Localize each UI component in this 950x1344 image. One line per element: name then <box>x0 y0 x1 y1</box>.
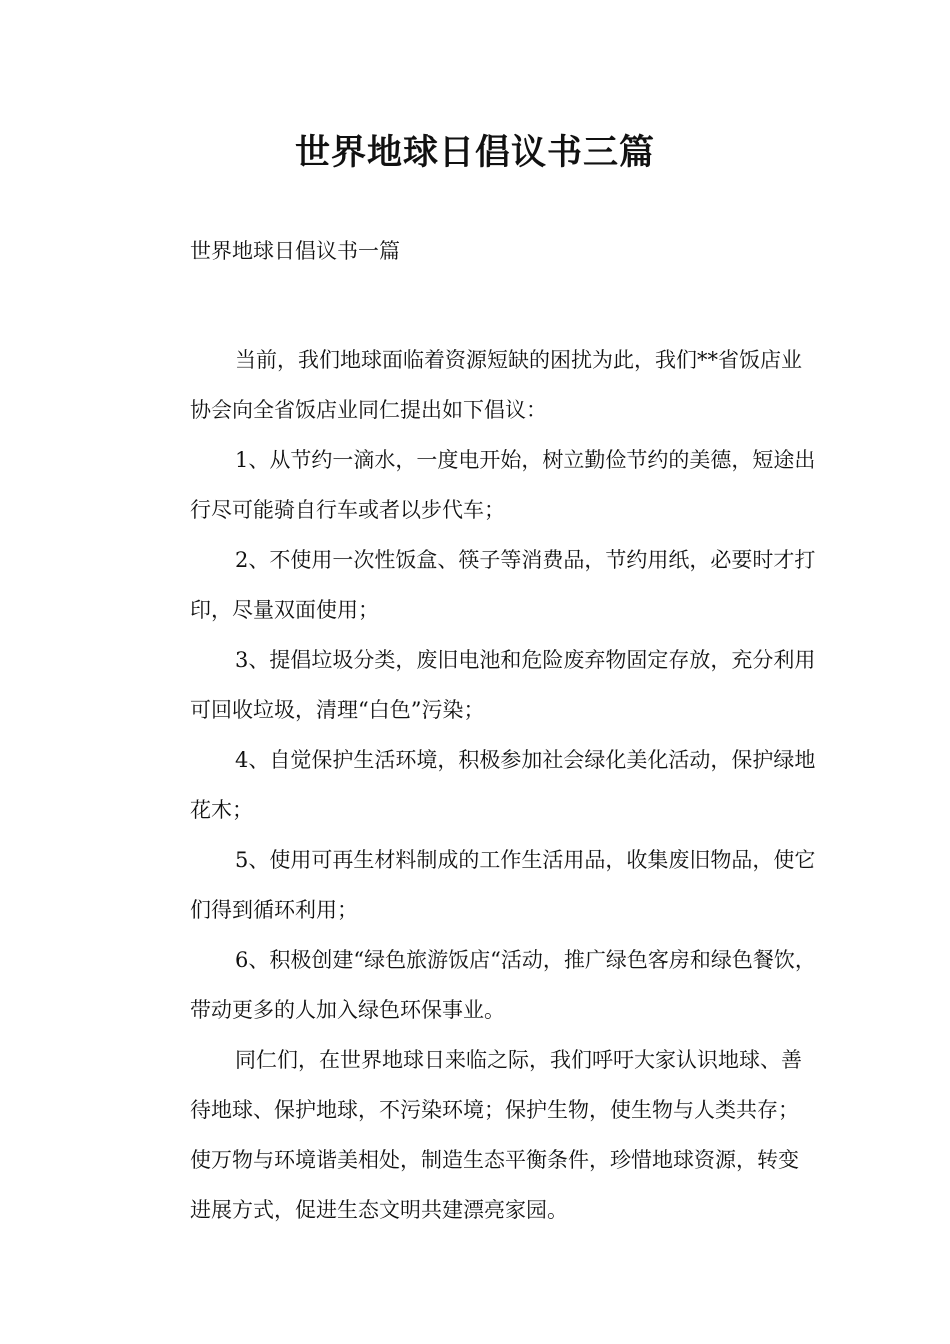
paragraph-line: 当前，我们地球面临着资源短缺的困扰为此，我们**省饭店业 <box>235 348 802 372</box>
paragraph-line: 1、从节约一滴水，一度电开始，树立勤俭节约的美德，短途出 <box>235 448 816 472</box>
paragraph-line: 带动更多的人加入绿色环保事业。 <box>190 998 505 1022</box>
paragraph-line: 待地球、保护地球，不污染环境；保护生物，使生物与人类共存； <box>190 1098 799 1122</box>
paragraph-line: 4、自觉保护生活环境，积极参加社会绿化美化活动，保护绿地 <box>235 748 816 772</box>
proposal-item-2 <box>145 535 817 635</box>
paragraph-line: 进展方式，促进生态文明共建漂亮家园。 <box>190 1198 568 1222</box>
document-title: 世界地球日倡议书三篇 <box>294 133 655 173</box>
paragraph-line: 6、积极创建“绿色旅游饭店“活动，推广绿色客房和绿色餐饮， <box>235 948 816 972</box>
proposal-item-5 <box>145 835 817 935</box>
document-body <box>145 335 817 1235</box>
proposal-item-4 <box>145 735 817 835</box>
paragraph-line: 行尽可能骑自行车或者以步代车； <box>190 498 505 522</box>
paragraph-intro <box>145 335 817 435</box>
paragraph-line: 花木； <box>190 798 253 822</box>
paragraph-line: 印，尽量双面使用； <box>190 598 379 622</box>
paragraph-line: 3、提倡垃圾分类，废旧电池和危险废弃物固定存放，充分利用 <box>235 648 816 672</box>
section-heading: 世界地球日倡议书一篇 <box>190 239 400 263</box>
paragraph-line: 同仁们，在世界地球日来临之际，我们呼吁大家认识地球、善 <box>235 1048 802 1072</box>
paragraph-line: 5、使用可再生材料制成的工作生活用品，收集废旧物品，使它 <box>235 848 816 872</box>
paragraph-line: 2、不使用一次性饭盒、筷子等消费品，节约用纸，必要时才打 <box>235 548 816 572</box>
paragraph-closing <box>145 1035 817 1235</box>
proposal-item-6 <box>145 935 817 1035</box>
paragraph-line: 可回收垃圾，清理“白色”污染； <box>190 698 485 722</box>
paragraph-line: 协会向全省饭店业同仁提出如下倡议： <box>190 398 547 422</box>
paragraph-line: 使万物与环境谐美相处，制造生态平衡条件，珍惜地球资源，转变 <box>190 1148 799 1172</box>
paragraph-line: 们得到循环利用； <box>190 898 358 922</box>
proposal-item-3 <box>145 635 817 735</box>
proposal-item-1 <box>145 435 817 535</box>
